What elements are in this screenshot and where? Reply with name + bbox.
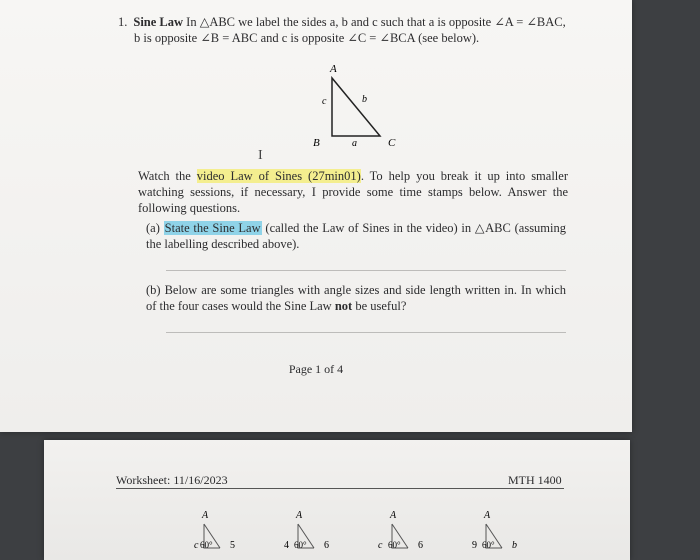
part-b-text-start: (b) Below are some triangles with angle sizes and side length written in. In which of the four cases would the Sine Law <box>146 283 566 313</box>
part-a-highlight: State the Sine Law <box>164 221 261 235</box>
part-b-text-end: be useful? <box>352 299 407 313</box>
text-cursor-icon: I <box>258 148 263 163</box>
mini-triangle-4-left: 9 <box>472 540 477 550</box>
intro-paragraph <box>138 168 568 216</box>
video-link[interactable]: video Law of Sines (27min01) <box>196 169 361 183</box>
mini-triangle-1-right: 5 <box>230 540 235 550</box>
question-1 <box>118 14 588 46</box>
page-footer: Page 1 of 4 <box>288 362 344 376</box>
mini-triangle-1 <box>174 508 244 550</box>
mini-triangle-4-angle: 60° <box>482 540 495 550</box>
side-a-label: a <box>352 138 357 149</box>
mini-triangle-3-right: 6 <box>418 540 423 550</box>
part-b <box>146 282 566 314</box>
part-a-label: (a) <box>146 221 164 235</box>
course-code: MTH 1400 <box>508 473 562 487</box>
mini-triangle-4 <box>458 508 528 550</box>
vertex-a-label: A <box>330 63 337 75</box>
mini-triangle-4-top: A <box>484 510 491 521</box>
part-b-bold: not <box>334 299 353 313</box>
mini-triangle-1-top: A <box>202 510 209 521</box>
mini-triangle-1-left: c <box>194 540 199 550</box>
mini-triangle-3-angle: 60° <box>388 540 401 550</box>
triangle-shape <box>332 78 380 136</box>
mini-triangle-2-right: 6 <box>324 540 329 550</box>
mini-triangle-2-top: A <box>296 510 303 521</box>
question-number: 1. <box>118 15 128 29</box>
question-title: Sine Law <box>133 15 184 29</box>
mini-triangle-3-left: c <box>378 540 383 550</box>
header-rule <box>116 488 564 489</box>
worksheet-date: Worksheet: 11/16/2023 <box>116 473 228 487</box>
answer-line-b[interactable] <box>166 332 566 333</box>
intro-text-end: . To help you break it up into smaller watching sessions, if necessary, I provide some time stamps below. Answer the following questions. <box>138 169 568 215</box>
mini-triangle-2-left: 4 <box>284 540 289 550</box>
question-line-1: In △ABC we label the sides a, b and c such that a is opposite ∠A = ∠BAC, <box>183 15 566 29</box>
vertex-b-label: B <box>313 137 320 149</box>
mini-triangle-3 <box>364 508 434 550</box>
part-a-text: (called the Law of Sines in the video) in △ABC (assuming the labelling described above). <box>146 221 567 251</box>
mini-triangle-2-angle: 60° <box>294 540 307 550</box>
mini-triangle-2 <box>270 508 340 550</box>
mini-triangle-1-angle: 60° <box>200 540 213 550</box>
intro-text-start: Watch the <box>138 169 197 183</box>
answer-line-a[interactable] <box>166 270 566 271</box>
side-c-label: c <box>322 96 327 107</box>
mini-triangle-4-right: b <box>512 540 517 550</box>
document-page-2 <box>44 440 630 560</box>
question-line-2: b is opposite ∠B = ABC and c is opposite ∠C = ∠BCA (see below). <box>134 31 480 45</box>
mini-triangle-3-top: A <box>390 510 397 521</box>
triangle-diagram <box>300 58 410 153</box>
vertex-c-label: C <box>388 137 396 149</box>
part-a <box>146 220 566 252</box>
side-b-label: b <box>362 94 367 105</box>
